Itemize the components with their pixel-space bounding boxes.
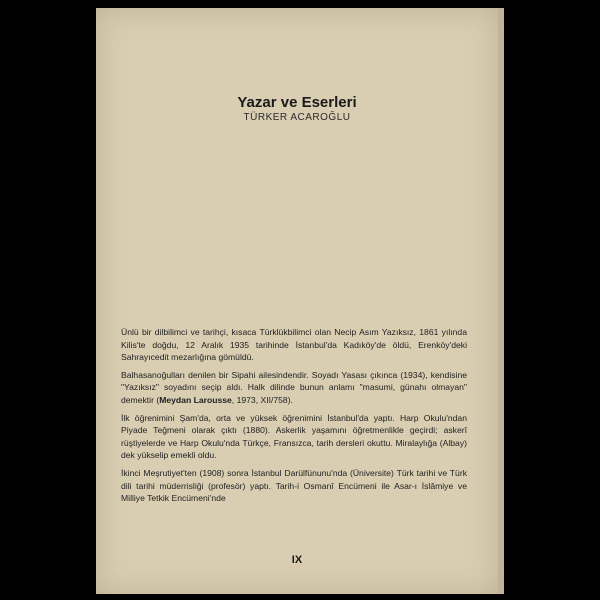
paragraph-text: Balhasanoğulları denilen bir Sipahi ailesindendir. Soyadı Yasası çıkınca (1934), kendisine "Yazıksız" soyadını seçip aldı. Halk dilinde bunun anlamı "masumi, günahı olmayan" demektir ( <box>121 369 467 405</box>
reference-bold: Meydan Larousse <box>159 394 232 405</box>
page-edge <box>498 8 504 594</box>
paragraph-text: , 1973, XII/758). <box>231 394 293 405</box>
page-number: IX <box>291 554 303 566</box>
paragraph: Ünlü bir dilbilimci ve tarihçi, kısaca Türklükbilimci olan Necip Asım Yazıksız, 1861 yılında Kilis'te doğdu, 12 Aralık 1935 tarihinde İstanbul'da Kadıköy'de öldü, Erenköy'deki Sahrayıcedit mezarlığına gömüldü. <box>121 327 467 363</box>
book-page <box>96 8 498 594</box>
body-text <box>121 326 467 510</box>
author-name: TÜRKER ACAROĞLU <box>243 112 351 123</box>
paragraph: İlk öğrenimini Şam'da, orta ve yüksek öğrenimini İstanbul'da yaptı. Harp Okulu'ndan Piyade Teğmeni olarak çıktı (1880). Askerlik yaşamını öğretmenlikle geçirdi; askerî rüştiyelerde ve Harp Okulu'nda Türkçe, Fransızca, tarih dersleri okuttu. Miralaylığa (Albay) dek yükselip emekli oldu. <box>121 412 467 461</box>
paragraph <box>121 369 467 407</box>
page-title: Yazar ve Eserleri <box>237 94 357 111</box>
paragraph: İkinci Meşrutiyet'ten (1908) sonra İstanbul Darülfünunu'nda (Üniversite) Türk tarihi ve Türk dili tarihi müderrisliği (profesör) yaptı. Tarih-i Osmanî Encümeni ile Asar-ı İslâmiye ve Milliye Tetkik Encümeni'nde <box>121 467 467 504</box>
